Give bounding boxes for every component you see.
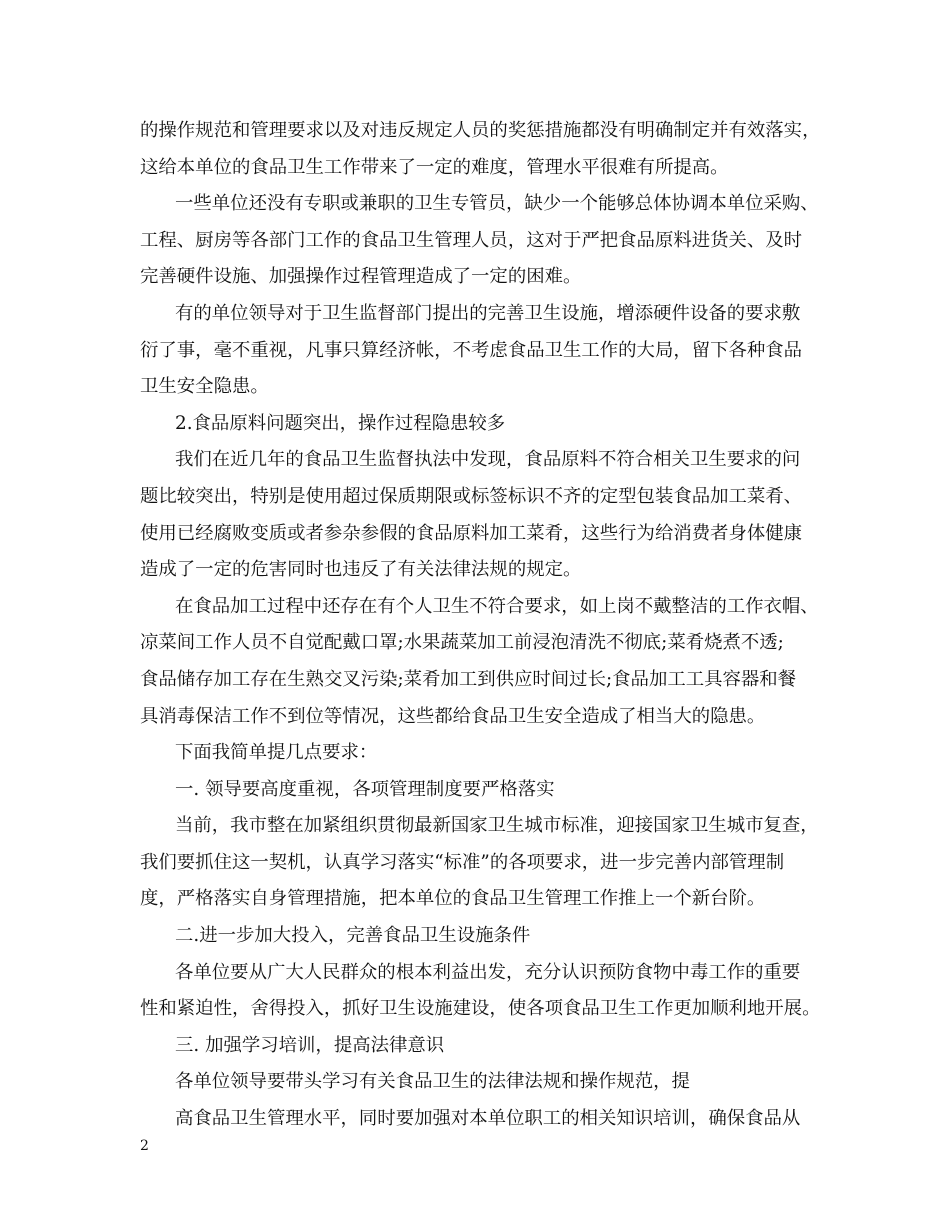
text-line: 度，严格落实自身管理措施，把本单位的食品卫生管理工作推上一个新台阶。 xyxy=(140,888,766,910)
text-line: 当前，我市整在加紧组织贯彻最新国家卫生城市标准，迎接国家卫生城市复查， xyxy=(175,815,819,837)
text-line: 卫生安全隐患。 xyxy=(140,376,269,398)
text-line: 2.食品原料问题突出，操作过程隐患较多 xyxy=(175,412,506,434)
text-line: 凉菜间工作人员不自觉配戴口罩;水果蔬菜加工前浸泡清洗不彻底;菜肴烧煮不透; xyxy=(140,632,784,654)
text-line: 完善硬件设施、加强操作过程管理造成了一定的困难。 xyxy=(140,266,582,288)
text-line: 我们在近几年的食品卫生监督执法中发现，食品原料不符合相关卫生要求的问 xyxy=(175,449,801,471)
page-number: 2 xyxy=(140,1138,149,1154)
text-line: 高食品卫生管理水平，同时要加强对本单位职工的相关知识培训，确保食品从 xyxy=(175,1108,801,1130)
text-line: 衍了事，毫不重视，凡事只算经济帐，不考虑食品卫生工作的大局，留下各种食品 xyxy=(140,339,803,361)
text-line: 这给本单位的食品卫生工作带来了一定的难度，管理水平很难有所提高。 xyxy=(140,156,729,178)
text-line: 食品储存加工存在生熟交叉污染;菜肴加工到供应时间过长;食品加工工具容器和餐 xyxy=(140,668,797,690)
text-line: 具消毒保洁工作不到位等情况，这些都给食品卫生安全造成了相当大的隐患。 xyxy=(140,705,766,727)
text-line: 三. 加强学习培训，提高法律意识 xyxy=(175,1034,445,1056)
text-line: 工程、厨房等各部门工作的食品卫生管理人员，这对于严把食品原料进货关、及时 xyxy=(140,229,803,251)
text-line: 在食品加工过程中还存在有个人卫生不符合要求，如上岗不戴整洁的工作衣帽、 xyxy=(175,595,819,617)
text-line: 性和紧迫性，舍得投入，抓好卫生设施建设，使各项食品卫生工作更加顺利地开展。 xyxy=(140,998,821,1020)
text-line: 使用已经腐败变质或者参杂参假的食品原料加工菜肴，这些行为给消费者身体健康 xyxy=(140,522,803,544)
text-line: 各单位要从广大人民群众的根本利益出发，充分认识预防食物中毒工作的重要 xyxy=(175,961,801,983)
text-line: 各单位领导要带头学习有关食品卫生的法律法规和操作规范，提 xyxy=(175,1071,690,1093)
text-line: 有的单位领导对于卫生监督部门提出的完善卫生设施，增添硬件设备的要求敷 xyxy=(175,302,801,324)
text-line: 下面我简单提几点要求： xyxy=(175,742,378,764)
text-line: 我们要抓住这一契机，认真学习落实“标准”的各项要求，进一步完善内部管理制 xyxy=(140,851,785,873)
text-line: 二.进一步加大投入，完善食品卫生设施条件 xyxy=(175,925,531,947)
text-line: 造成了一定的危害同时也违反了有关法律法规的规定。 xyxy=(140,559,582,581)
text-line: 一些单位还没有专职或兼职的卫生专管员，缺少一个能够总体协调本单位采购、 xyxy=(175,193,819,215)
text-line: 的操作规范和管理要求以及对违反规定人员的奖惩措施都没有明确制定并有效落实， xyxy=(140,120,821,141)
text-line: 题比较突出，特别是使用超过保质期限或标签标识不齐的定型包装食品加工菜肴、 xyxy=(140,485,803,507)
document-body xyxy=(140,113,830,1138)
text-line: 一. 领导要高度重视，各项管理制度要严格落实 xyxy=(175,778,555,800)
